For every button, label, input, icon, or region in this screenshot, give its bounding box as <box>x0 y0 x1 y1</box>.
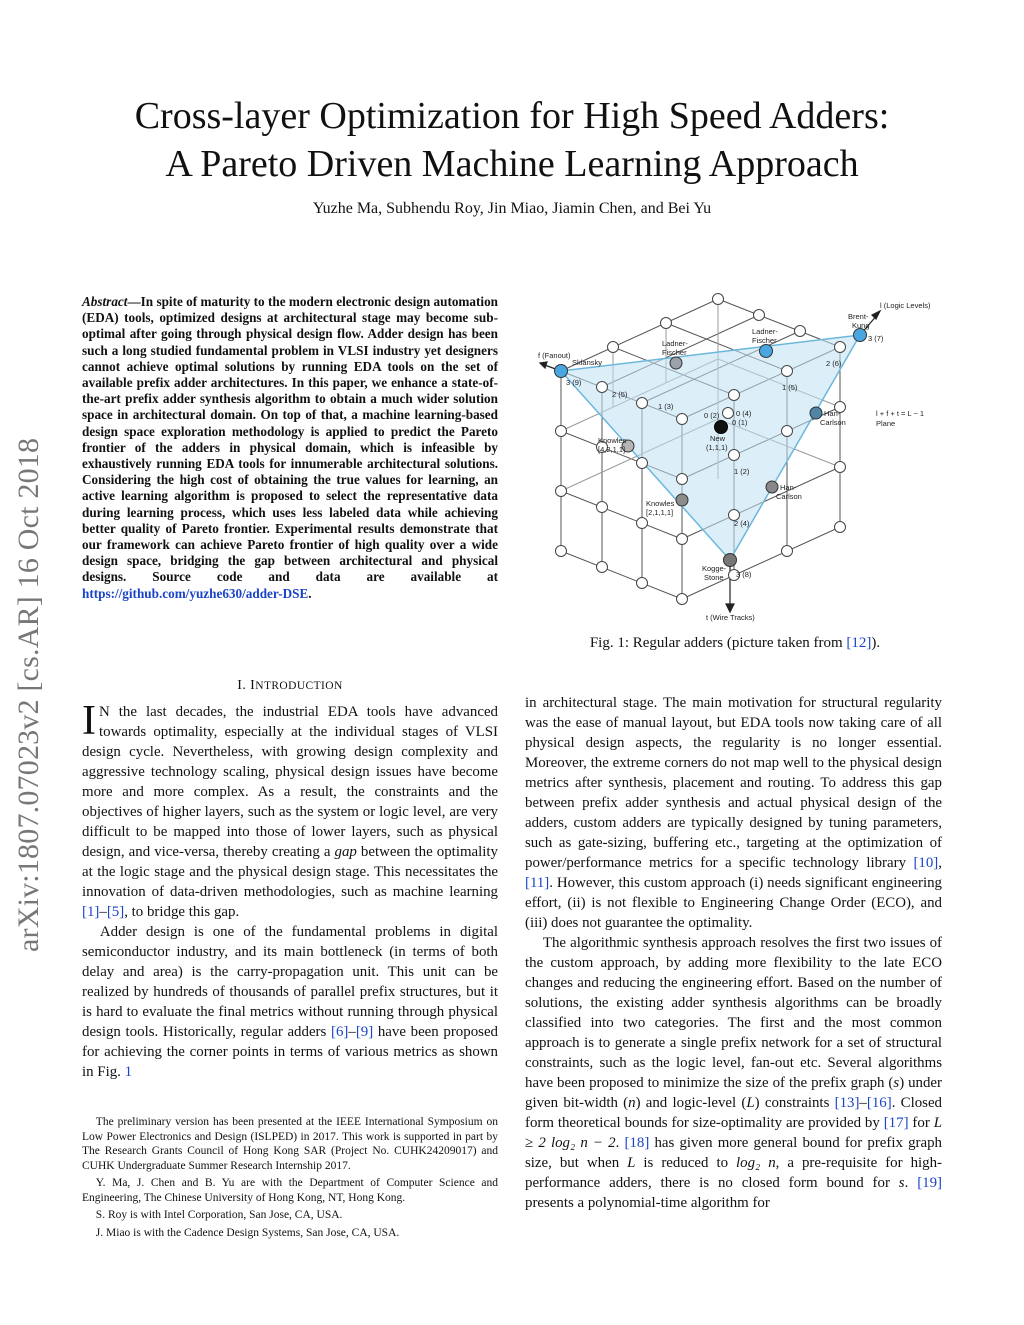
title-line-1: Cross-layer Optimization for High Speed Adders: <box>134 95 890 137</box>
drop-cap: I <box>82 698 96 744</box>
tick-3-8: 3 (8) <box>736 570 752 579</box>
axis-label-fanout: f (Fanout) <box>538 351 571 360</box>
author-list: Yuzhe Ma, Subhendu Roy, Jin Miao, Jiamin Chen, and Bei Yu <box>312 200 712 217</box>
footnotes <box>82 1115 498 1243</box>
right-paragraph-1: in architectural stage. The main motivation for structural regularity was the ease of manual layout, but EDA tools now taking care of all physical design aspects, the regularity is no longer essential. Moreover, the extreme corners do not map well to the physical design metrics after synthesis, placement and routing. To address this gap between prefix adder synthesis and actual physical design of the adders, custom adders are typically designed by tuning parameters, such as gate-sizing, buffering etc., targeting at the optimization of power/performance metrics for a specific technology library [10], [11]. However, this custom approach (i) needs significant engineering effort, (ii) is not flexible to Engineering Change Order (ECO), and (iii) does not guarantee the optimality. <box>525 695 942 931</box>
footnote-4: J. Miao is with the Cadence Design Systems, San Jose, CA, USA. <box>95 1226 400 1239</box>
new-label: New <box>710 434 726 443</box>
figure-caption: Fig. 1: Regular adders (picture taken from [12]). <box>589 635 881 651</box>
tick-1-2: 1 (2) <box>734 467 750 476</box>
tick-3-9: 3 (9) <box>566 378 582 387</box>
axis-label-wire: t (Wire Tracks) <box>706 613 755 622</box>
axis-label-logic: l (Logic Levels) <box>880 301 931 310</box>
ladner-fischer-node-1 <box>670 357 682 369</box>
brent-kung-label-1: Brent- <box>848 312 869 321</box>
new-label-coords: (1,1,1) <box>706 443 728 452</box>
plane-equation: l + f + t = L − 1 <box>876 409 925 418</box>
plane-label: Plane <box>876 419 896 428</box>
tick-0-2: 0 (2) <box>704 411 720 420</box>
brent-kung-label-2: Kung <box>852 321 870 330</box>
footnote-3: S. Roy is with Intel Corporation, San Jose, CA, USA. <box>95 1209 343 1221</box>
tick-2-6: 2 (6) <box>826 359 842 368</box>
paper-title <box>80 92 944 188</box>
kogge-stone-label-1: Kogge- <box>702 564 727 573</box>
ladner-fischer-label-2b: Fischer <box>752 336 777 345</box>
right-paragraph-2: The algorithmic synthesis approach resolves the first two issues of the custom approach, by adding more flexibility to the late ECO changes and reducing the engineering effort. Based on the number of solutions, the existing adder synthesis algorithms can be broadly classified into two categories. The first and the most common approach is to generate a single prefix network for a set of structural constraints, such as the logic level, fan-out etc. Several algorithms have been proposed to minimize the size of the prefix graph (s) under given bit-width (n) and logic-level (L) constraints [13]–[16]. Closed form theoretical bounds for size-optimality are provided by [17] for L ≥ 2 log₂ n − 2. [18] has given more general bound for prefix graph size, but when L is reduced to log₂ n, a pre-requisite for high-performance adders, there is no closed form bound for s. [19] presents a polynomial-time algorithm for <box>525 935 943 1211</box>
tick-3-7: 3 (7) <box>868 334 884 343</box>
intro-paragraph-2: Adder design is one of the fundamental problems in digital semiconductor industry, and its main bottleneck (in terms of both delay and area) is the carry-propagation unit. This unit can be realized by hundreds of thousands of parallel prefix structures, but it is hard to evaluate the final metrics without running through physical design tools. Historically, regular adders [6]–[9] have been proposed for achieving the corner points in terms of various metrics as shown in Fig. 1 <box>82 924 498 1080</box>
source-code-link[interactable]: https://github.com/yuzhe630/adder-DSE <box>82 585 309 601</box>
tick-2-5: 2 (5) <box>612 390 628 399</box>
knowles-label-2: Knowles <box>646 499 675 508</box>
ladner-fischer-label-1a: Ladner- <box>662 339 688 348</box>
footnote-2: Y. Ma, J. Chen and B. Yu are with the Department of Computer Science and Engineering, The Chinese University of Hong Kong, NT, Hong Kong. <box>82 1177 498 1204</box>
han-carlson-label-2b: Carlson <box>776 492 802 501</box>
tick-0-4: 0 (4) <box>736 409 752 418</box>
han-carlson-label-2a: Han- <box>780 483 797 492</box>
knowles-node-2 <box>676 494 688 506</box>
abstract-lead: Abstract <box>82 294 128 309</box>
section-heading: I. INTRODUCTION <box>237 678 343 693</box>
knowles-label-1-coords: [4,2,1,1] <box>598 445 626 454</box>
intro-paragraph-1: I N the last decades, the industrial EDA tools have advanced towards optimality, especially at the individual stages of VLSI design cycle. Nevertheless, with growing design complexity and aggressive technology scaling, physical design issues have become more and more complex. As a result, the constraints and the objectives of higher layers, such as the system or logic level, are very difficult to be mapped into those of lower layers, such as physical design, and vice-versa, thereby creating a gap between the optimality at the logic stage and the physical design stage. This necessitates the innovation of data-driven methodologies, such as machine learning [1]–[5], to bridge this gap. <box>82 698 498 920</box>
regular-adders-figure <box>530 288 940 628</box>
left-column-body <box>82 698 498 1082</box>
abstract: Abstract—In spite of maturity to the modern electronic design automation (EDA) tools, optimized designs at architectural stage may become sub-optimal after going through physical design flow. Adder design has been such a long studied fundamental problem in VLSI industry yet designers cannot achieve optimal solutions by running EDA tools on the set of available prefix adder architectures. In this paper, we enhance a state-of-the-art prefix adder synthesis algorithm to obtain a much wider solution space in architectural domain. On top of that, a machine learning-based design space exploration methodology is applied to predict the Pareto frontier of the adders in physical domain, which is infeasible by exhaustively running EDA tools for innumerable architectural solutions. Considering the high cost of obtaining the true values for learning, an active learning algorithm is proposed to select the representative data during learning process, which uses less labeled data while achieving better quality of Pareto frontier. Experimental results demonstrate that our framework can achieve Pareto frontier of high quality over a wide design space, bridging the gap between architectural and physical designs. Source code and data are available at https://github.com/yuzhe630/adder-DSE. <box>82 294 498 601</box>
caption-citation[interactable]: [12] <box>846 635 872 651</box>
tick-2-4: 2 (4) <box>734 519 750 528</box>
ladner-fischer-node-2 <box>760 345 773 358</box>
brent-kung-node <box>854 329 867 342</box>
footnote-1: The preliminary version has been presented at the IEEE International Symposium on Low Power Electronics and Design (ISLPED) in 2017. This work is supported in part by The Research Grants Council of Hong Kong SAR (Project No. CUHK24209017) and CUHK Undergraduate Summer Research Internship 2017. <box>82 1116 498 1172</box>
ladner-fischer-label-1b: Fischer <box>662 348 687 357</box>
tick-0-1: 0 (1) <box>732 418 748 427</box>
knowles-label-1: Knowles <box>598 436 627 445</box>
title-line-2: A Pareto Driven Machine Learning Approach <box>165 143 859 185</box>
han-carlson-label-1a: Han- <box>824 409 841 418</box>
right-column-body <box>525 693 942 1213</box>
ladner-fischer-label-2a: Ladner- <box>752 327 778 336</box>
abstract-text: —In spite of maturity to the modern electronic design automation (EDA) tools, optimized designs at architectural stage may become sub-optimal after going through physical design flow. Adder design has been such a long studied fundamental problem in VLSI industry yet designers cannot achieve optimal solutions by running EDA tools on the set of available prefix adder architectures. In this paper, we enhance a state-of-the-art prefix adder synthesis algorithm to obtain a much wider solution space in architectural domain. On top of that, a machine learning-based design space exploration methodology is applied to predict the Pareto frontier of the adders in physical domain, which is infeasible by exhaustively running EDA tools for innumerable architectural solutions. Considering the high cost of obtaining the true values for learning, an active learning algorithm is proposed to select the representative data during learning process, which uses less labeled data while achieving better quality of Pareto frontier. Experimental results demonstrate that our framework can achieve Pareto frontier of high quality over a wide design space, bridging the gap between architectural and physical designs. Source code and data are available at <box>82 294 498 585</box>
arxiv-stamp: arXiv:1807.07023v2 [cs.AR] 16 Oct 2018 <box>12 437 45 952</box>
sklansky-label: Sklansky <box>572 358 603 367</box>
han-carlson-label-1b: Carlson <box>820 418 846 427</box>
kogge-stone-label-2: Stone <box>704 573 724 582</box>
new-node <box>715 421 728 434</box>
knowles-label-2-coords: [2,1,1,1] <box>646 508 674 517</box>
tick-1-5: 1 (5) <box>782 383 798 392</box>
tick-1-3: 1 (3) <box>658 402 674 411</box>
sklansky-node <box>555 365 568 378</box>
